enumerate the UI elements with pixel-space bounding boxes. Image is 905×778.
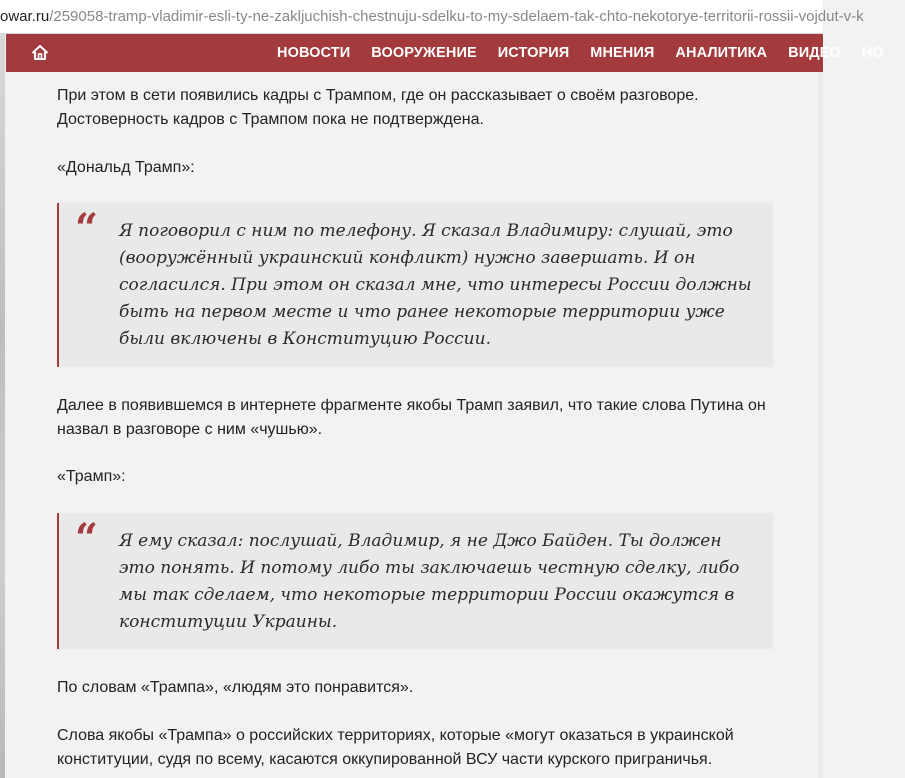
address-bar[interactable] (0, 0, 864, 34)
quote-label-2: «Трамп»: (57, 468, 126, 485)
nav-item-video[interactable]: ВИДЕО (788, 45, 841, 61)
home-icon-svg (30, 43, 50, 63)
nav-item-more[interactable]: НО (861, 45, 884, 61)
article-paragraph-2: Далее в появившемся в интернете фрагменте якобы Трамп заявил, что такие слова Путина он назвал в разговоре с ним «чушью». (57, 397, 766, 438)
nav-item-history[interactable]: ИСТОРИЯ (497, 45, 570, 61)
home-icon[interactable] (30, 43, 50, 63)
blockquote-1-text: Я поговорил с ним по телефону. Я сказал Владимиру: слушай, это (вооружённый украинский конфликт) нужно завершать. И он согласился. При этом он сказал мне, что интересы России должны быть на первом месте и что ранее некоторые территории уже были включены в Конституцию России. (119, 221, 752, 349)
quote-mark-icon: “ (75, 515, 99, 562)
article-paragraph-4: Слова якобы «Трампа» о российских территориях, которые «могут оказаться в украинской конституции, судя по всему, касаются оккупированной ВСУ части курского приграничья. (57, 727, 734, 768)
nav-item-weapons[interactable]: ВООРУЖЕНИЕ (371, 45, 477, 61)
right-background-strip (818, 34, 823, 778)
nav-menu (277, 34, 905, 72)
url-text[interactable] (0, 8, 864, 25)
left-background-strip (0, 34, 5, 778)
blockquote-2 (57, 513, 773, 649)
url-host: owar.ru (0, 8, 50, 25)
nav-item-analytics[interactable]: АНАЛИТИКА (675, 45, 768, 61)
nav-item-news[interactable]: НОВОСТИ (277, 45, 351, 61)
nav-item-opinions[interactable]: МНЕНИЯ (590, 45, 655, 61)
article-paragraph-3: По словам «Трампа», «людям это понравится». (57, 679, 414, 696)
quote-mark-icon: “ (75, 205, 99, 252)
blockquote-2-text: Я ему сказал: послушай, Владимир, я не Джо Байден. Ты должен это понять. И потому либо ты заключаешь честную сделку, либо мы так сделаем, что некоторые территории России окажутся в конституции Украины. (119, 531, 740, 632)
url-path: /259058-tramp-vladimir-esli-ty-ne-zakljuchish-chestnuju-sdelku-to-my-sdelaem-tak-chto-nekotorye-territorii-rossii-vojdut-v-k (49, 8, 864, 25)
main-navigation (6, 34, 884, 72)
blockquote-1 (57, 203, 773, 367)
article-paragraph-1: При этом в сети появились кадры с Трампом, где он рассказывает о своём разговоре. Достоверность кадров с Трампом пока не подтверждена. (57, 87, 699, 128)
quote-label-1: «Дональд Трамп»: (57, 159, 195, 176)
